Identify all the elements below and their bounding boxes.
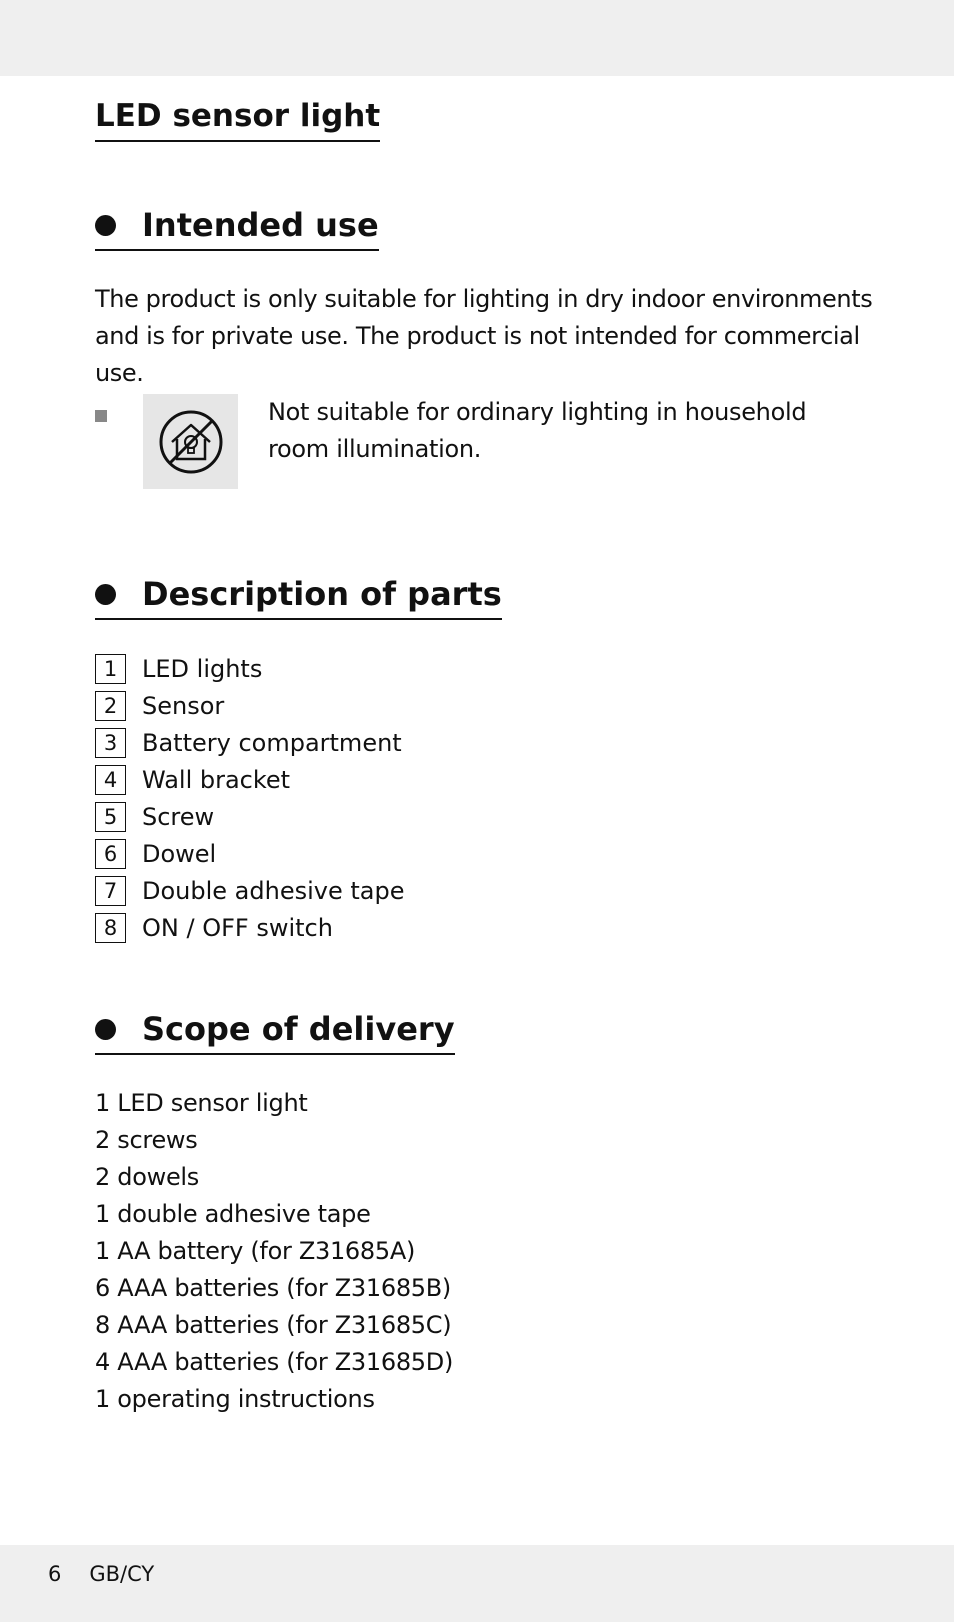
list-item: 1 AA battery (for Z31685A) (95, 1237, 416, 1265)
part-number-box: 8 (95, 913, 126, 943)
intended-use-note-text: Not suitable for ordinary lighting in household room illumination. (268, 398, 807, 463)
part-number-box: 3 (95, 728, 126, 758)
page-number: 6 (48, 1562, 62, 1586)
top-band (0, 0, 954, 76)
intended-use-paragraph: The product is only suitable for lighting in dry indoor environments and is for private use. The product is not intended for commercial use. (95, 285, 873, 387)
part-number-box: 7 (95, 876, 126, 906)
list-item: 4 AAA batteries (for Z31685D) (95, 1348, 454, 1376)
description-of-parts-heading-text: Description of parts (142, 575, 502, 613)
intended-use-heading-text: Intended use (142, 206, 379, 244)
section-bullet-icon (95, 215, 116, 236)
document-title: LED sensor light (95, 96, 380, 142)
section-bullet-icon (95, 584, 116, 605)
scope-of-delivery-section (95, 1008, 885, 1418)
part-number-box: 2 (95, 691, 126, 721)
scope-of-delivery-heading (95, 1008, 455, 1055)
section-bullet-icon (95, 1019, 116, 1040)
part-item (95, 909, 885, 946)
parts-list (95, 650, 885, 946)
part-label: Double adhesive tape (142, 876, 405, 905)
square-bullet-icon (95, 410, 107, 422)
part-item (95, 761, 885, 798)
part-item (95, 798, 885, 835)
intended-use-heading (95, 204, 379, 251)
part-item (95, 872, 885, 909)
part-item (95, 724, 885, 761)
page-footer (48, 1562, 154, 1586)
list-item: 2 dowels (95, 1163, 199, 1191)
part-item (95, 835, 885, 872)
part-item (95, 687, 885, 724)
no-household-lighting-icon (143, 394, 238, 489)
description-of-parts-heading (95, 573, 502, 620)
delivery-list (95, 1085, 885, 1418)
list-item: 6 AAA batteries (for Z31685B) (95, 1274, 451, 1302)
part-number-box: 4 (95, 765, 126, 795)
part-number-box: 1 (95, 654, 126, 684)
page-content (95, 96, 885, 1418)
part-label: Screw (142, 802, 215, 831)
intended-use-note (95, 394, 885, 489)
description-of-parts-section (95, 573, 885, 946)
part-number-box: 6 (95, 839, 126, 869)
intended-use-section (95, 204, 885, 489)
part-item (95, 650, 885, 687)
list-item: 1 LED sensor light (95, 1089, 308, 1117)
part-label: ON / OFF switch (142, 913, 333, 942)
part-label: Battery compartment (142, 728, 402, 757)
list-item: 8 AAA batteries (for Z31685C) (95, 1311, 452, 1339)
scope-of-delivery-heading-text: Scope of delivery (142, 1010, 455, 1048)
part-label: Dowel (142, 839, 217, 868)
part-label: Sensor (142, 691, 225, 720)
list-item: 2 screws (95, 1126, 198, 1154)
part-label: Wall bracket (142, 765, 291, 794)
part-label: LED lights (142, 654, 263, 683)
part-number-box: 5 (95, 802, 126, 832)
list-item: 1 double adhesive tape (95, 1200, 371, 1228)
locale-label: GB/CY (89, 1562, 155, 1586)
list-item: 1 operating instructions (95, 1385, 375, 1413)
